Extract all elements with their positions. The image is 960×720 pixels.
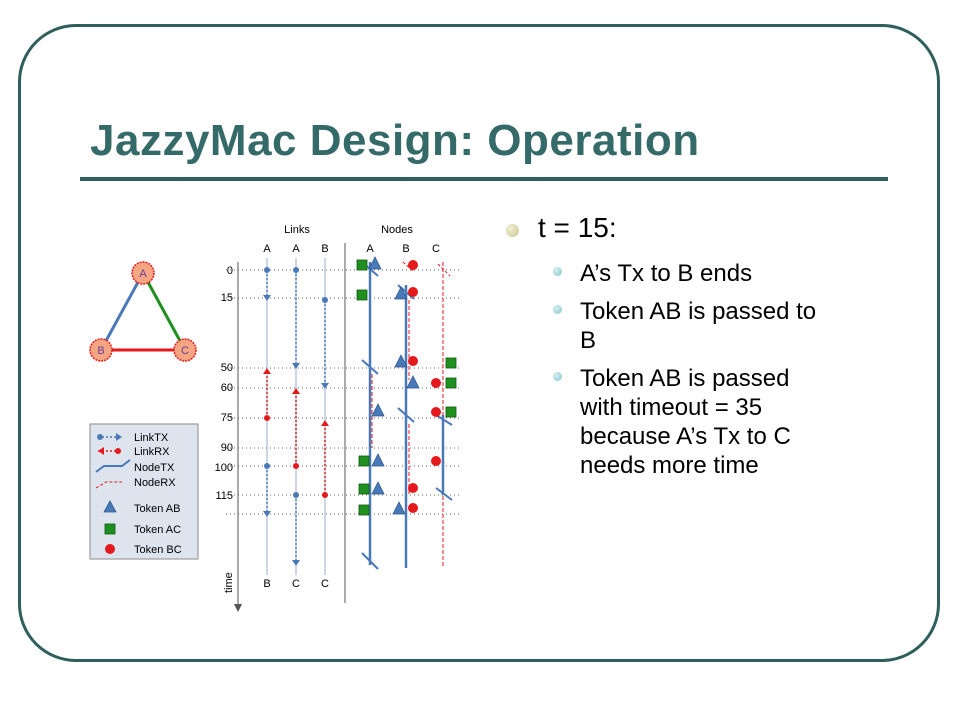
links-header: Links [284, 224, 310, 236]
time-axis-arrow-icon [234, 604, 242, 612]
sub-bullet-dot-icon [553, 305, 562, 314]
linktx-start [264, 267, 270, 273]
time-tick: 100 [214, 462, 233, 474]
sub-bullet-line: Token AB is passed [580, 365, 790, 392]
bullet-main-text: t = 15: [538, 212, 617, 243]
network-triangle [90, 262, 196, 361]
linktx-start [293, 492, 299, 498]
token-bc [408, 287, 418, 297]
token-ab [372, 404, 384, 416]
token-ac [357, 290, 367, 300]
link-col-label: B [321, 243, 329, 255]
sub-bullet-line: needs more time [580, 452, 759, 479]
sub-bullet-line: B [580, 327, 597, 354]
linkrx-end-icon [292, 388, 300, 394]
slide-title: JazzyMac Design: Operation [90, 116, 700, 165]
token-ac [446, 358, 456, 368]
legend-label: LinkRX [134, 446, 170, 458]
time-tick: 60 [220, 382, 233, 394]
token-ac [359, 484, 369, 494]
node-col-label: A [366, 243, 374, 255]
token-bc [431, 378, 441, 388]
node-col-label: C [432, 243, 440, 255]
node-col-label: B [402, 243, 410, 255]
sub-bullet-line: with timeout = 35 [580, 394, 763, 421]
edge-ab [101, 273, 143, 350]
linktx-end-icon [263, 511, 271, 517]
token-ac-icon [105, 524, 115, 534]
sub-bullet-line: because A’s Tx to C [580, 423, 791, 450]
token-ab [372, 482, 384, 494]
linktx-start [293, 267, 299, 273]
token-ab [407, 376, 419, 388]
token-ac [446, 378, 456, 388]
token-ac [357, 260, 367, 270]
legend-label: Token AC [134, 524, 182, 536]
edge-ac [143, 273, 185, 350]
timeline-headers [263, 224, 440, 590]
token-bc [408, 260, 418, 270]
linkrx-end-icon [263, 368, 271, 374]
linkrx-dot-icon [115, 448, 121, 454]
legend-label: LinkTX [134, 432, 169, 444]
sub-bullet-dot-icon [553, 372, 562, 381]
sub-bullet [504, 259, 904, 288]
node-c-label: C [181, 345, 189, 357]
token-ac [359, 505, 369, 515]
token-ac [446, 407, 456, 417]
time-tick: 50 [220, 362, 233, 374]
sub-bullet-line: Token AB is passed to [580, 298, 817, 325]
legend-box [90, 424, 198, 559]
node-a-label: A [139, 268, 147, 280]
token-bc [431, 456, 441, 466]
link-col-bottom-label: C [321, 578, 329, 590]
time-tick: 115 [215, 490, 233, 502]
token-ac [359, 456, 369, 466]
time-gridlines [226, 270, 460, 514]
bullet-list [504, 206, 904, 480]
token-ab [372, 454, 384, 466]
linkrx-start [293, 463, 299, 469]
link-col-bottom-label: B [263, 578, 271, 590]
token-ab [393, 502, 405, 514]
sub-bullet [504, 297, 904, 355]
bullet-main [504, 206, 904, 250]
linktx-start [322, 297, 328, 303]
time-tick: 75 [220, 412, 233, 424]
link-col-label: A [292, 243, 300, 255]
token-bc [408, 356, 418, 366]
time-axis-label: time [223, 572, 235, 593]
link-col-label: A [263, 243, 271, 255]
bullet-dot-icon [506, 224, 519, 237]
sub-bullet-dot-icon [553, 267, 562, 276]
linktx-end-icon [263, 295, 271, 301]
node-b-label: B [97, 345, 105, 357]
token-bc [408, 503, 418, 513]
sub-bullet [504, 364, 904, 480]
linkrx-start [322, 492, 328, 498]
link-timelines [263, 258, 329, 575]
token-bc [408, 483, 418, 493]
linktx-dot-icon [97, 434, 103, 440]
linktx-end-icon [292, 560, 300, 566]
time-tick: 15 [220, 292, 233, 304]
legend-label: Token BC [134, 544, 182, 556]
time-tick: 90 [220, 442, 233, 454]
link-col-bottom-label: C [292, 578, 300, 590]
linktx-start [264, 463, 270, 469]
linkrx-end-icon [321, 420, 329, 426]
linkrx-start [264, 415, 270, 421]
legend [90, 424, 198, 559]
sub-bullet-line: A’s Tx to B ends [580, 260, 753, 287]
legend-label: NodeRX [134, 477, 176, 489]
nodes-header: Nodes [381, 224, 413, 236]
legend-label: Token AB [134, 503, 181, 515]
legend-label: NodeTX [134, 462, 175, 474]
time-tick: 0 [226, 265, 233, 277]
token-bc [431, 407, 441, 417]
token-bc-icon [105, 544, 115, 554]
